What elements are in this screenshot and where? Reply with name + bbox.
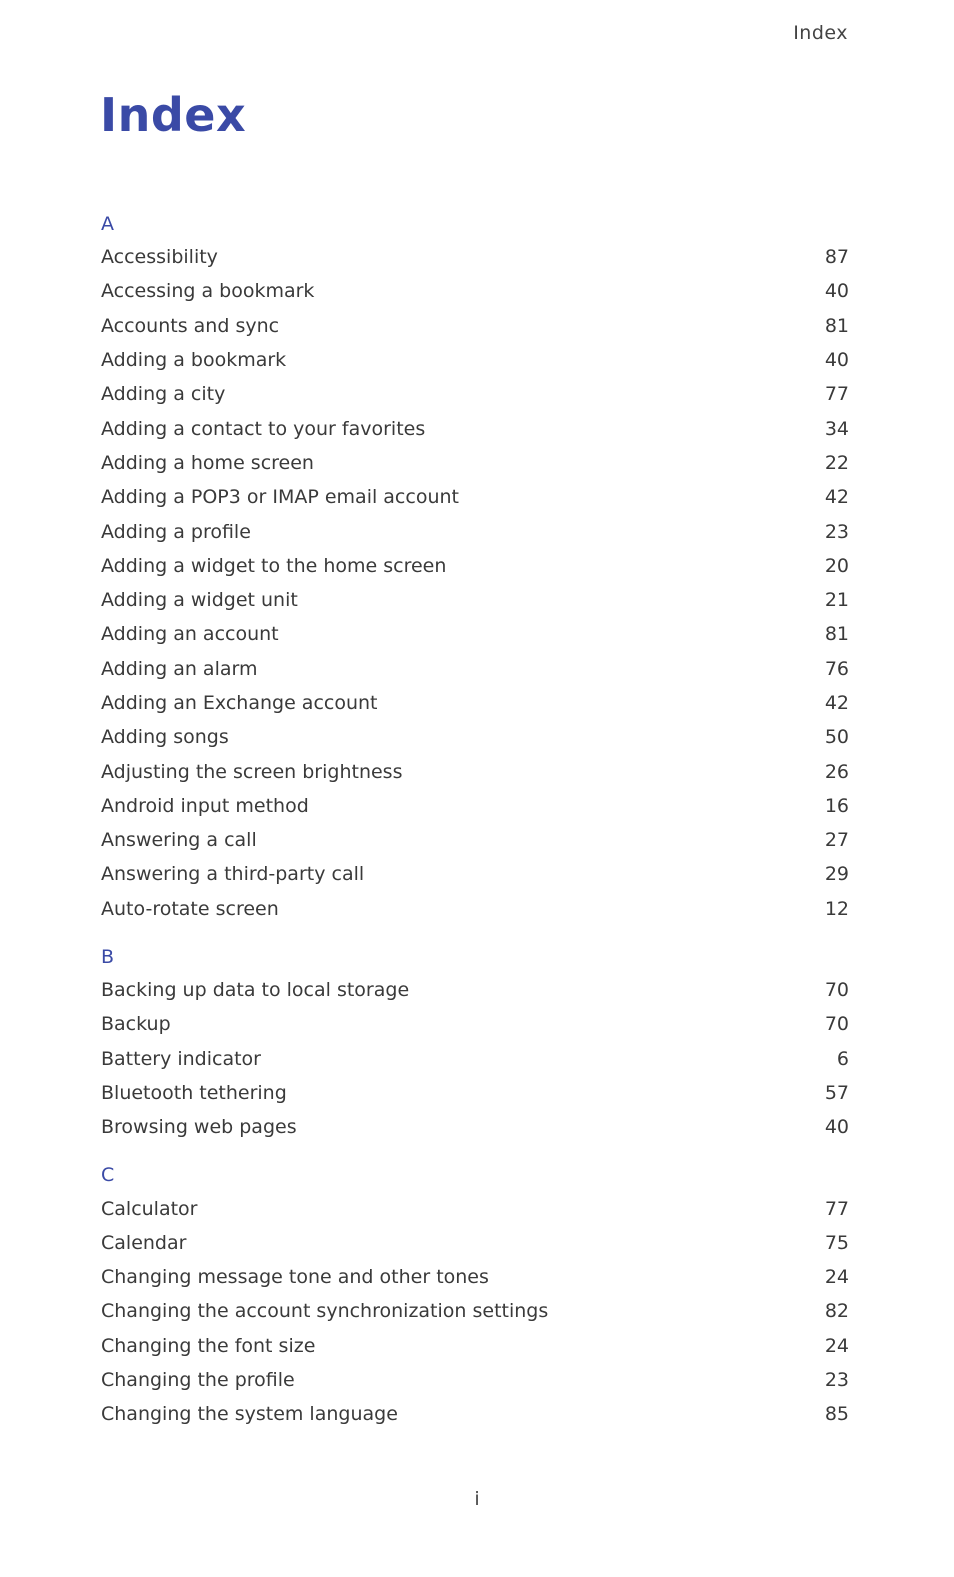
page-title: Index [100, 88, 247, 142]
entry-page-number: 23 [824, 1369, 849, 1392]
index-entry [101, 652, 849, 686]
entry-label: Calculator [101, 1197, 198, 1220]
index-entry [101, 754, 849, 788]
entry-label: Adding an alarm [101, 657, 258, 680]
section-letter: C [101, 1164, 115, 1187]
entry-label: Adding a city [101, 383, 226, 406]
entry-label: Changing message tone and other tones [101, 1266, 489, 1289]
entry-page-number: 23 [824, 520, 849, 543]
entry-label: Accessing a bookmark [101, 280, 315, 303]
index-entry [101, 857, 849, 891]
entry-label: Adding a widget unit [101, 589, 298, 612]
entry-page-number: 12 [824, 897, 849, 920]
entry-page-number: 40 [824, 1116, 849, 1139]
entry-label: Adjusting the screen brightness [101, 760, 403, 783]
entry-label: Adding a contact to your favorites [101, 417, 426, 440]
entry-label: Backing up data to local storage [101, 979, 410, 1002]
index-entry [101, 617, 849, 651]
entry-label: Adding a profile [101, 520, 251, 543]
entry-page-number: 57 [824, 1081, 849, 1104]
entry-label: Adding an account [101, 623, 279, 646]
entry-page-number: 81 [824, 314, 849, 337]
entry-page-number: 26 [824, 760, 849, 783]
entry-page-number: 29 [824, 863, 849, 886]
entry-label: Android input method [101, 794, 309, 817]
entry-label: Changing the font size [101, 1334, 316, 1357]
index-section-a [101, 206, 849, 926]
index-list [101, 206, 849, 1445]
index-entry [101, 1294, 849, 1328]
entry-label: Battery indicator [101, 1047, 261, 1070]
index-entry [101, 240, 849, 274]
entry-page-number: 27 [824, 829, 849, 852]
index-entry [101, 377, 849, 411]
entry-page-number: 82 [824, 1300, 849, 1323]
entry-page-number: 77 [824, 383, 849, 406]
entry-label: Changing the account synchronization settings [101, 1300, 549, 1323]
entry-label: Changing the profile [101, 1369, 295, 1392]
entry-page-number: 77 [824, 1197, 849, 1220]
entry-page-number: 6 [836, 1047, 849, 1070]
index-entry [101, 583, 849, 617]
index-entry [101, 1226, 849, 1260]
entry-page-number: 70 [824, 1013, 849, 1036]
index-entry [101, 343, 849, 377]
entry-page-number: 22 [824, 451, 849, 474]
entry-page-number: 24 [824, 1266, 849, 1289]
entry-label: Auto-rotate screen [101, 897, 279, 920]
index-entry [101, 720, 849, 754]
index-entry [101, 480, 849, 514]
entry-page-number: 34 [824, 417, 849, 440]
entry-page-number: 40 [824, 349, 849, 372]
index-entry [101, 789, 849, 823]
entry-label: Bluetooth tethering [101, 1081, 287, 1104]
index-entry [101, 549, 849, 583]
entry-page-number: 42 [824, 692, 849, 714]
index-entry [101, 1007, 849, 1041]
index-entry [101, 1042, 849, 1076]
entry-page-number: 85 [824, 1403, 849, 1426]
entry-label: Adding an Exchange account [101, 692, 378, 714]
index-entry [101, 309, 849, 343]
entry-page-number: 16 [824, 794, 849, 817]
index-entry [101, 514, 849, 548]
index-entry [101, 686, 849, 720]
entry-page-number: 50 [824, 726, 849, 749]
entry-page-number: 75 [824, 1231, 849, 1254]
index-entry [101, 1191, 849, 1225]
entry-page-number: 70 [824, 979, 849, 1002]
entry-label: Adding songs [101, 726, 229, 749]
running-header: Index [793, 22, 848, 44]
page-number: i [474, 1488, 480, 1510]
entry-page-number: 20 [824, 554, 849, 577]
index-entry [101, 1397, 849, 1431]
entry-label: Adding a POP3 or IMAP email account [101, 486, 459, 509]
section-letter: A [101, 213, 114, 235]
index-entry [101, 973, 849, 1007]
entry-label: Adding a bookmark [101, 349, 287, 372]
index-entry [101, 274, 849, 308]
index-entry [101, 411, 849, 445]
entry-label: Calendar [101, 1231, 187, 1254]
entry-label: Adding a widget to the home screen [101, 554, 447, 577]
entry-page-number: 40 [824, 280, 849, 303]
index-entry [101, 892, 849, 926]
entry-page-number: 24 [824, 1334, 849, 1357]
index-section-b [101, 939, 849, 1144]
entry-label: Browsing web pages [101, 1116, 297, 1139]
entry-label: Backup [101, 1013, 171, 1036]
entry-label: Changing the system language [101, 1403, 398, 1426]
section-letter: B [101, 945, 115, 968]
index-entry [101, 1076, 849, 1110]
index-entry [101, 823, 849, 857]
index-entry [101, 446, 849, 480]
entry-label: Accounts and sync [101, 314, 280, 337]
index-section-c [101, 1157, 849, 1431]
entry-page-number: 87 [824, 246, 849, 269]
entry-label: Accessibility [101, 246, 218, 269]
index-entry [101, 1110, 849, 1144]
entry-page-number: 81 [824, 623, 849, 646]
index-entry [101, 1363, 849, 1397]
entry-page-number: 76 [824, 657, 849, 680]
entry-page-number: 42 [824, 486, 849, 509]
entry-label: Answering a third-party call [101, 863, 365, 886]
index-entry [101, 1329, 849, 1363]
entry-page-number: 21 [824, 589, 849, 612]
index-entry [101, 1260, 849, 1294]
entry-label: Adding a home screen [101, 451, 314, 474]
entry-label: Answering a call [101, 829, 257, 852]
